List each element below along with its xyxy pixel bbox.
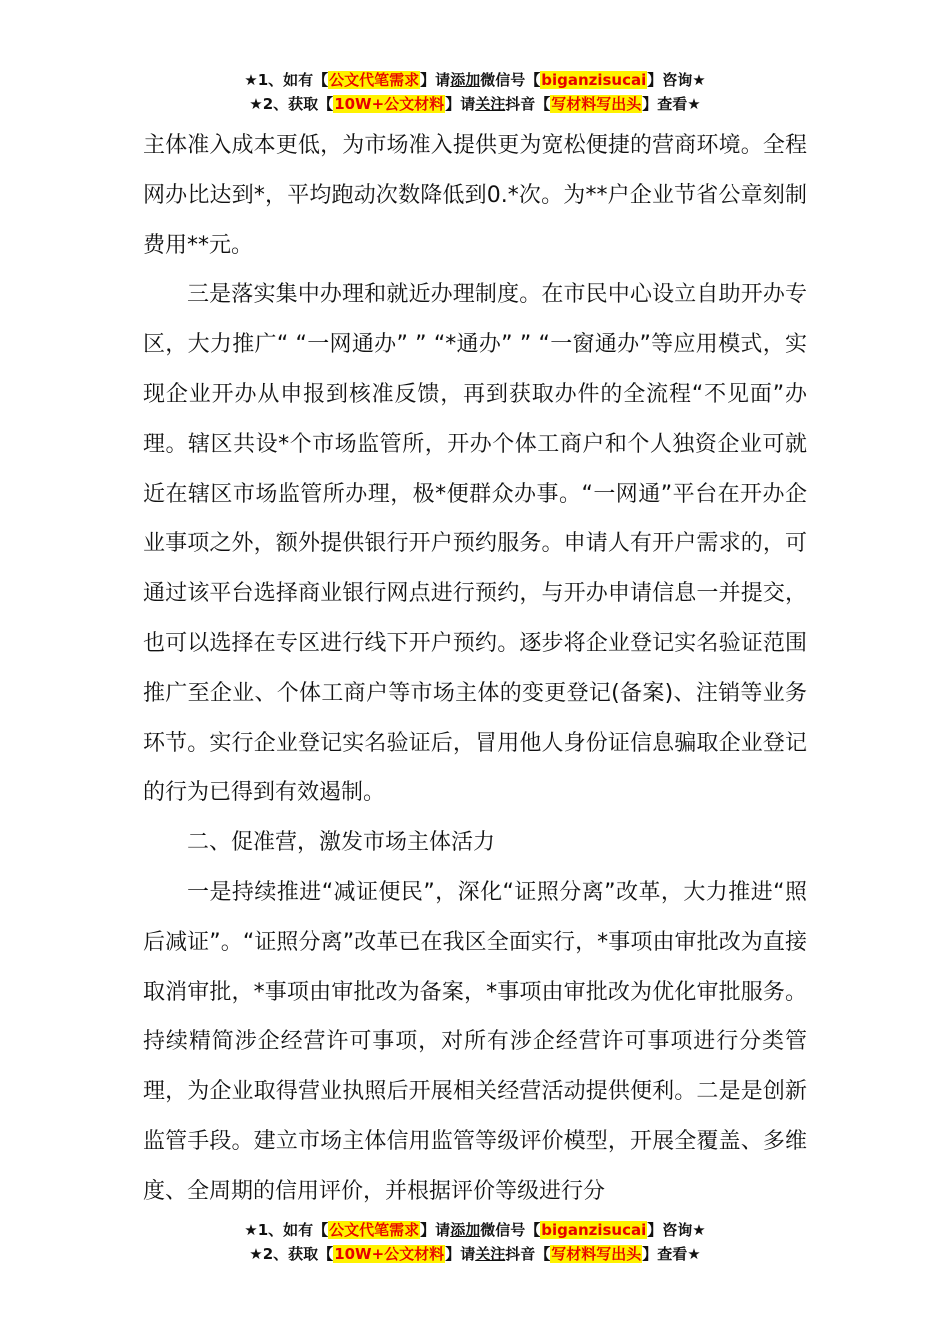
banner-text: 】查看★ bbox=[642, 95, 701, 113]
douyin-id: 写材料写出头 bbox=[551, 1245, 642, 1263]
banner-line-2 bbox=[0, 92, 950, 116]
banner-text: 微信号【 bbox=[480, 1221, 541, 1239]
banner-text: ★2、获取【 bbox=[249, 95, 334, 113]
banner-text: 】咨询★ bbox=[647, 1221, 706, 1239]
banner-text: 】请 bbox=[445, 95, 476, 113]
banner-text: 】请 bbox=[445, 1245, 476, 1263]
douyin-id: 写材料写出头 bbox=[551, 95, 642, 113]
banner-line-1 bbox=[0, 68, 950, 92]
banner-text: 】请 bbox=[420, 1221, 451, 1239]
highlight-text: 公文代笔需求 bbox=[329, 1221, 420, 1239]
banner-text: 微信号【 bbox=[480, 71, 541, 89]
underlined-text: 关注 bbox=[475, 1245, 506, 1263]
wechat-id: biganzisucai bbox=[541, 71, 647, 89]
header-banner bbox=[0, 68, 950, 116]
banner-text: 抖音【 bbox=[505, 95, 551, 113]
banner-line-2 bbox=[0, 1242, 950, 1266]
banner-line-1 bbox=[0, 1218, 950, 1242]
document-body bbox=[143, 121, 807, 1217]
banner-text: 】查看★ bbox=[642, 1245, 701, 1263]
banner-text: 】请 bbox=[420, 71, 451, 89]
underlined-text: 添加 bbox=[450, 1221, 481, 1239]
paragraph: 一是持续推进“减证便民”，深化“证照分离”改革，大力推进“照后减证”。“证照分离”改革已在我区全面实行，*事项由审批改为直接取消审批，*事项由审批改为备案，*事项由审批改为优化审批服务。持续精简涉企经营许可事项，对所有涉企经营许可事项进行分类管理，为企业取得营业执照后开展相关经营活动提供便利。二是是创新监管手段。建立市场主体信用监管等级评价模型，开展全覆盖、多维度、全周期的信用评价，并根据评价等级进行分 bbox=[143, 879, 807, 1204]
highlight-text: 10W+公文材料 bbox=[334, 1245, 445, 1263]
footer-banner bbox=[0, 1218, 950, 1266]
underlined-text: 关注 bbox=[475, 95, 506, 113]
wechat-id: biganzisucai bbox=[541, 1221, 647, 1239]
banner-text: ★1、如有【 bbox=[244, 1221, 329, 1239]
banner-text: 抖音【 bbox=[505, 1245, 551, 1263]
banner-text: ★1、如有【 bbox=[244, 71, 329, 89]
section-heading: 二、促准营，激发市场主体活力 bbox=[187, 830, 496, 856]
highlight-text: 公文代笔需求 bbox=[329, 71, 420, 89]
highlight-text: 10W+公文材料 bbox=[334, 95, 445, 113]
underlined-text: 添加 bbox=[450, 71, 481, 89]
banner-text: ★2、获取【 bbox=[249, 1245, 334, 1263]
paragraph: 三是落实集中办理和就近办理制度。在市民中心设立自助开办专区，大力推广“ “一网通办” ” “*通办” ” “一窗通办”等应用模式，实现企业开办从申报到核准反馈，再到获取办件的全流程“不见面”办理。辖区共设*个市场监管所，开办个体工商户和个人独资企业可就近在辖区市场监管所办理，极*便群众办事。“一网通”平台在开办企业事项之外，额外提供银行开户预约服务。申请人有开户需求的，可通过该平台选择商业银行网点进行预约，与开办申请信息一并提交，也可以选择在专区进行线下开户预约。逐步将企业登记实名验证范围推广至企业、个体工商户等市场主体的变更登记(备案)、注销等业务环节。实行企业登记实名验证后，冒用他人身份证信息骗取企业登记的行为已得到有效遏制。 bbox=[143, 282, 807, 806]
banner-text: 】咨询★ bbox=[647, 71, 706, 89]
paragraph: 主体准入成本更低，为市场准入提供更为宽松便捷的营商环境。全程网办比达到*，平均跑动次数降低到0.*次。为**户企业节省公章刻制费用**元。 bbox=[143, 133, 807, 258]
